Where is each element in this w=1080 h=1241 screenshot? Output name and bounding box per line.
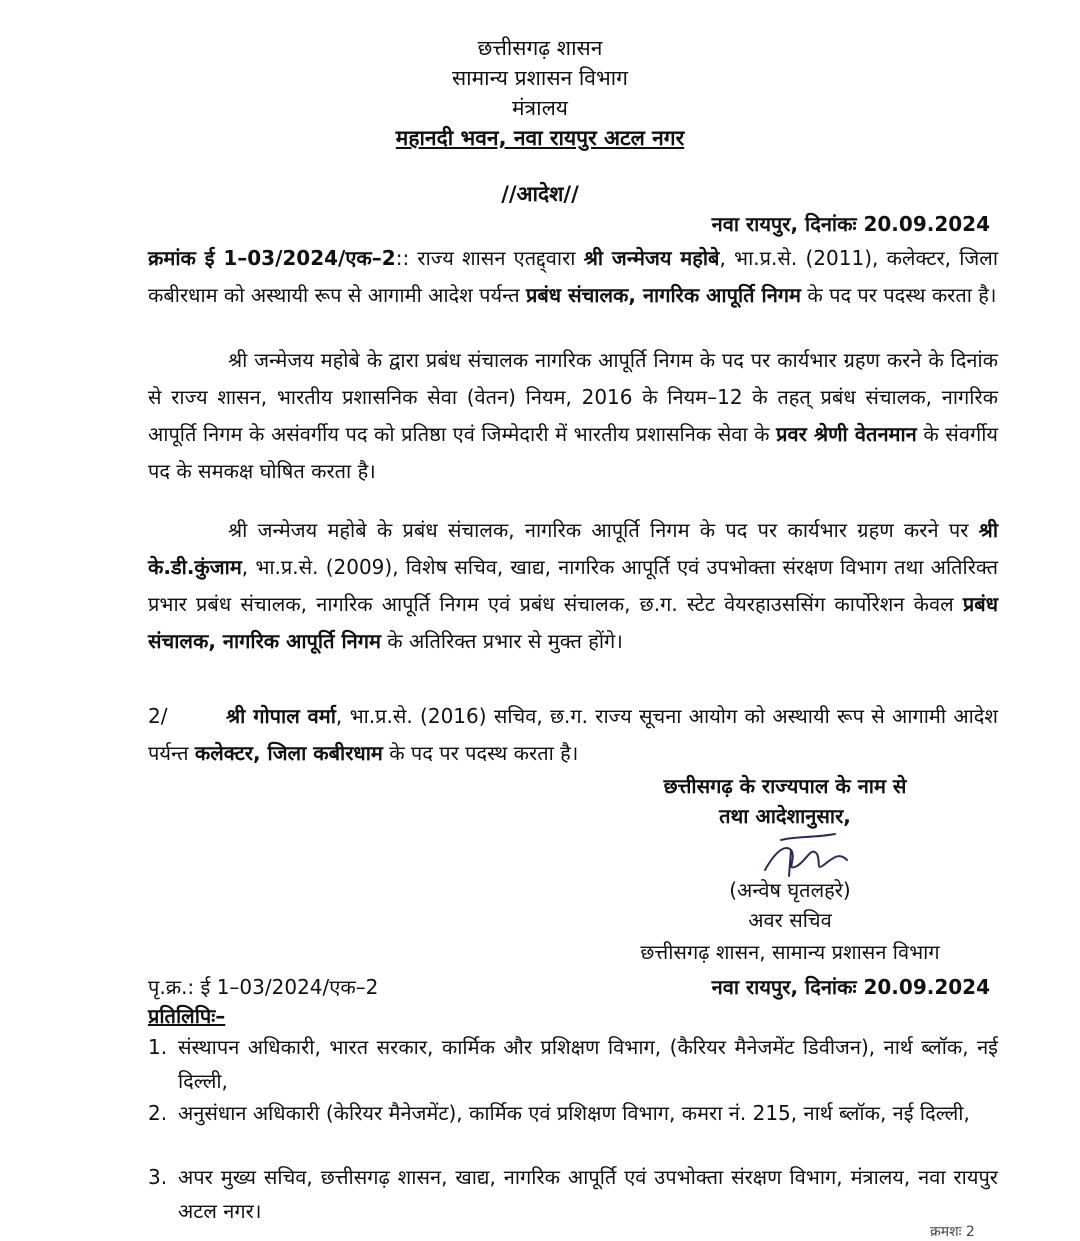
para4-number: 2/ bbox=[148, 704, 168, 728]
list-item bbox=[148, 1160, 998, 1228]
para2-text2: के संवर्गीय पद के समकक्ष घोषित करता है। bbox=[148, 422, 998, 483]
endorsement-date: नवा रायपुर, दिनांकः 20.09.2024 bbox=[711, 975, 990, 999]
list-text: अनुसंधान अधिकारी (केरियर मैनेजमेंट), कार्मिक एवं प्रशिक्षण विभाग, कमरा नं. 215, नार्थ ब्लॉक, नई दिल्ली, bbox=[178, 1101, 970, 1125]
signatory-designation: अवर सचिव bbox=[748, 908, 832, 932]
officer-name-3: श्री गोपाल वर्मा bbox=[226, 704, 336, 728]
header-address: महानदी भवन, नवा रायपुर अटल नगर bbox=[395, 126, 685, 150]
header-department: सामान्य प्रशासन विभाग bbox=[451, 66, 629, 90]
new-post-2: कलेक्टर, जिला कबीरधाम bbox=[194, 741, 383, 765]
list-text: अपर मुख्य सचिव, छत्तीसगढ़ शासन, खाद्य, नागरिक आपूर्ति एवं उपभोक्ता संरक्षण विभाग, मंत्रालय, नवा रायपुर अटल नगर। bbox=[178, 1165, 998, 1223]
relieved-post: प्रबंध संचालक, नागरिक आपूर्ति निगम bbox=[148, 592, 998, 653]
para1-text2: , भा.प्र.से. (2011), कलेक्टर, जिला कबीरधाम को अस्थायी रूप से आगामी आदेश पर्यन्त bbox=[148, 246, 998, 307]
header-state: छत्तीसगढ़ शासन bbox=[477, 36, 603, 60]
paragraph-2 bbox=[148, 342, 998, 490]
list-number: 3. bbox=[148, 1165, 168, 1189]
signatory-name: (अन्वेष घृतलहरे) bbox=[729, 878, 851, 902]
para4-text2: के पद पर पदस्थ करता है। bbox=[382, 741, 579, 765]
para4-text1: , भा.प्र.से. (2016) सचिव, छ.ग. राज्य सूचना आयोग को अस्थायी रूप से आगामी आदेश पर्यन्त bbox=[148, 704, 998, 765]
list-item bbox=[148, 1030, 998, 1098]
order-title: //आदेश// bbox=[501, 182, 579, 206]
paragraph-3 bbox=[148, 512, 998, 660]
copy-label: प्रतिलिपिः– bbox=[148, 1004, 226, 1028]
signatory-department: छत्तीसगढ़ शासन, सामान्य प्रशासन विभाग bbox=[640, 940, 940, 964]
list-number: 2. bbox=[148, 1101, 168, 1125]
para1-text1: :: राज्य शासन एतद्द्वारा bbox=[395, 246, 584, 270]
order-line: तथा आदेशानुसार, bbox=[719, 804, 851, 828]
order-date: नवा रायपुर, दिनांकः 20.09.2024 bbox=[711, 212, 990, 236]
para2-text1: श्री जन्मेजय महोबे के द्वारा प्रबंध संचालक नागरिक आपूर्ति निगम के पद पर कार्यभार ग्रहण करने के दिनांक से राज्य शासन, भारतीय प्रशासनिक सेवा (वेतन) नियम, 2016 के नियम–12 के तहत् प्रबंध संचालक, नागरिक आपूर्ति निगम के असंवर्गीय पद को प्रतिष्ठा एवं जिम्मेदारी में भारतीय प्रशासनिक सेवा के bbox=[148, 348, 998, 446]
para3-text1: श्री जन्मेजय महोबे के प्रबंध संचालक, नागरिक आपूर्ति निगम के पद पर कार्यभार ग्रहण करने पर bbox=[228, 518, 979, 542]
para3-text2: , भा.प्र.से. (2009), विशेष सचिव, खाद्य, नागरिक आपूर्ति एवं उपभोक्ता संरक्षण विभाग तथा अतिरिक्त प्रभार प्रबंध संचालक, नागरिक आपूर्ति निगम एवं प्रबंध संचालक, छ.ग. स्टेट वेयरहाउससिंग कार्पोरेशन केवल bbox=[148, 555, 998, 616]
header-ministry: मंत्रालय bbox=[511, 96, 568, 120]
paragraph-4 bbox=[148, 698, 998, 772]
list-number: 1. bbox=[148, 1035, 168, 1059]
order-number: क्रमांक ई 1–03/2024/एक–2 bbox=[148, 246, 396, 270]
list-item bbox=[148, 1096, 998, 1130]
officer-name-2: श्री के.डी.कुंजाम bbox=[148, 518, 998, 579]
endorsement-number: पृ.क्र.: ई 1–03/2024/एक–2 bbox=[148, 975, 379, 999]
header-address-wrap bbox=[0, 124, 1080, 152]
para3-text3: के अतिरिक्त प्रभार से मुक्त होंगे। bbox=[380, 629, 623, 653]
list-text: संस्थापन अधिकारी, भारत सरकार, कार्मिक और प्रशिक्षण विभाग, (कैरियर मैनेजमेंट डिवीजन), नार्थ ब्लॉक, नई दिल्ली, bbox=[178, 1035, 998, 1093]
signature-mark bbox=[755, 832, 865, 882]
para1-text3: के पद पर पदस्थ करता है। bbox=[801, 283, 997, 307]
paragraph-1 bbox=[148, 240, 998, 314]
new-post-1: प्रबंध संचालक, नागरिक आपूर्ति निगम bbox=[526, 283, 802, 307]
continued-note: क्रमशः 2 bbox=[930, 1224, 975, 1240]
governor-line: छत्तीसगढ़ के राज्यपाल के नाम से bbox=[663, 774, 907, 798]
pay-scale: प्रवर श्रेणी वेतनमान bbox=[776, 422, 917, 446]
officer-name-1: श्री जन्मेजय महोबे bbox=[583, 246, 720, 270]
